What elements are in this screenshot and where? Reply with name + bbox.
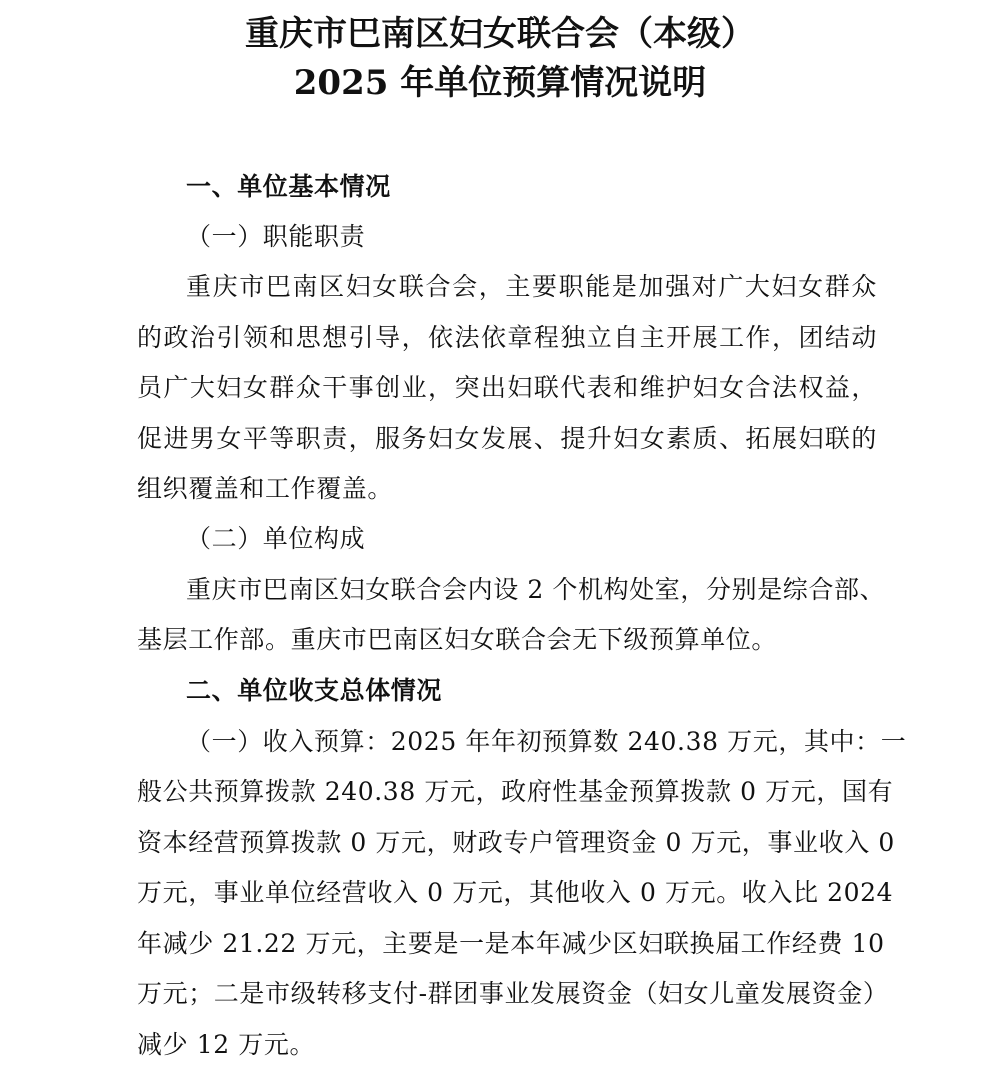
paragraph-line: （一）收入预算：2025 年年初预算数 240.38 万元，其中：一 — [186, 727, 907, 756]
subsection-heading-composition: （二）单位构成 — [186, 524, 366, 553]
paragraph-line: 般公共预算拨款 240.38 万元，政府性基金预算拨款 0 万元，国有 — [137, 777, 894, 806]
paragraph-line: 重庆市巴南区妇女联合会内设 2 个机构处室，分别是综合部、 — [186, 575, 886, 604]
paragraph-line: 万元，事业单位经营收入 0 万元，其他收入 0 万元。收入比 2024 — [137, 878, 894, 907]
document-title-line-2: 2025 年单位预算情况说明 — [293, 63, 707, 103]
paragraph-line: 重庆市巴南区妇女联合会，主要职能是加强对广大妇女群众 — [186, 272, 877, 301]
paragraph-line: 资本经营预算拨款 0 万元，财政专户管理资金 0 万元，事业收入 0 — [137, 828, 895, 857]
paragraph-line: 年减少 21.22 万元，主要是一是本年减少区妇联换届工作经费 10 — [137, 929, 885, 958]
paragraph-line: 万元；二是市级转移支付-群团事业发展资金（妇女儿童发展资金） — [137, 979, 889, 1008]
document-title-line-1: 重庆市巴南区妇女联合会（本级） — [245, 14, 755, 54]
subsection-heading-functions: （一）职能职责 — [186, 222, 366, 251]
paragraph-line: 的政治引领和思想引导，依法依章程独立自主开展工作，团结动 — [137, 323, 877, 352]
section-heading-budget-overview: 二、单位收支总体情况 — [186, 676, 443, 705]
paragraph-line: 基层工作部。重庆市巴南区妇女联合会无下级预算单位。 — [137, 625, 778, 654]
paragraph-line: 减少 12 万元。 — [137, 1030, 316, 1059]
paragraph-line: 组织覆盖和工作覆盖。 — [137, 474, 394, 503]
paragraph-line: 促进男女平等职责，服务妇女发展、提升妇女素质、拓展妇联的 — [137, 424, 877, 453]
paragraph-line: 员广大妇女群众干事创业，突出妇联代表和维护妇女合法权益， — [137, 373, 877, 402]
section-heading-basic-info: 一、单位基本情况 — [186, 172, 391, 201]
